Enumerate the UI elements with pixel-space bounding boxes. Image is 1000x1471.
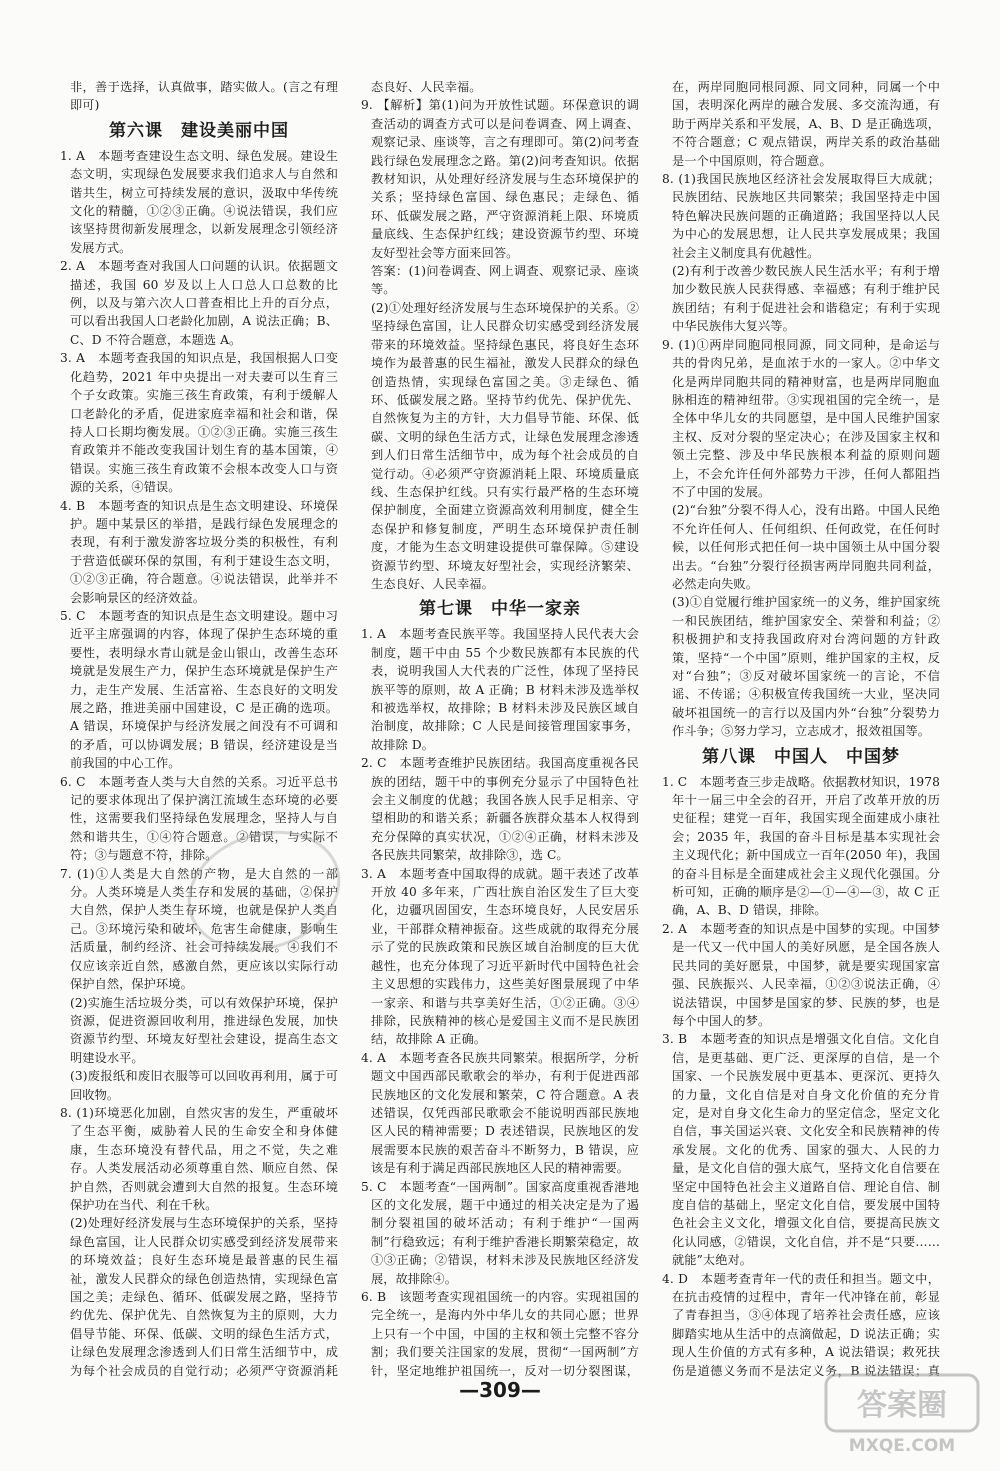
answer-item: 1. A 本题考查建设生态文明、绿色发展。建设生态文明，实现绿色发展要求我们追求人与自然和谐共生，树立可持续发展的意识，汲取中华传统文化的精髓，①②③正确。④说法错误，我们应该坚持贯彻新发展理念，以新发展理念引领经济发展方式。	[60, 148, 338, 255]
answer-paragraph: (2)①处理好经济发展与生态环境保护的关系。②坚持绿色富国，让人民群众切实感受到经济发展带来的环境效益。坚持绿色惠民，将良好生态环境作为最普惠的民生福祉，激发人民群众的绿色创造热情，实现绿色富国之美。③走绿色、循环、低碳发展之路。坚持节约优先、保护优先、自然恢复为主的方针，大力倡导节能、环保、低碳、文明的绿色生活方式，让绿色发展理念渗透到人们日常生活细节中，成为每个社会成员的自觉行动。④必须严守资源消耗上限、环境质量底线、生态保护红线。只有实行最严格的生态环境保护制度，全面建立资源高效利用制度，健全生态保护和修复制度，严明生态环境保护责任制度，才能为生态文明建设提供可靠保障。⑤建设资源节约型、环境友好型社会，实现经济繁荣、生态良好、人民幸福。	[371, 300, 639, 591]
answer-item: 3. A 本题考查我国的知识点是，我国根据人口变化趋势，2021 年中央提出一对夫妻可以生育三个子女政策。实施三孩生育政策，有利于缓解人口老龄化的矛盾，促进家庭幸福和社会和谐，保持人口长期均衡发展。①②③正确。实施三孩生育政策并不能改变我国计划生育的基本国策，④错误。实施三孩生育政策不会根本改变人口与资源的关系，④错误。	[60, 351, 338, 495]
answer-page	[60, 78, 940, 1398]
answer-paragraph: (3)①自觉履行维护国家统一的义务，维护国家统一和民族团结，维护国家安全、荣誉和利益；②积极拥护和支持我国政府对台湾问题的方针政策，坚持“一个中国”原则，维护国家的主权，反对“台独”；③反对破坏国家统一的言论，不信谣、不传谣；④积极宣传我国统一大业，坚决同破坏祖国统一的言行以及国内外“台独”分裂势力作斗争；⑤努力学习，立志成才，报效祖国等。	[672, 595, 940, 739]
answer-item: 4. A 本题考查各民族共同繁荣。根据所学，分析题文中国西部民歌歌会的举办，有利于促进西部民族地区的文化发展和繁荣，C 符合题意。A 表述错误，仅凭西部民歌歌会不能说明西部民族地区人民的精神需要；D 表述错误，民族地区的发展需要本民族的艰苦奋斗不断努力，B 错误，应该是有利于满足西部民族地区人民的精神需要。	[361, 1050, 639, 1176]
answer-paragraph: (2)实施生活垃圾分类，可以有效保护环境，保护资源，促进资源回收利用，推进绿色发展，加快资源节约型、环境友好型社会建设，提高生态文明建设水平。	[70, 995, 338, 1065]
answer-item: 4. B 本题考查的知识点是生态文明建设、环境保护。题中某景区的举措，是践行绿色发展理念的表现，有利于激发游客垃圾分类的积极性，有利于营造低碳环保的氛围，有利于建设生态文明，①②③正确，符合题意。④说法错误，此举并不会影响景区的经济效益。	[60, 498, 338, 605]
page-number: —309—	[459, 1378, 541, 1402]
answer-item: 2. C 本题考查维护民族团结。我国高度重视各民族的团结，题干中的事例充分显示了中国特色社会主义制度的优越；我国各族人民手足相亲、守望相助的和谐关系；新疆各族群众基本人权得到充分保障的真实状况，①②④正确，材料未涉及各民族共同繁荣，故排除③，选 C。	[361, 756, 639, 863]
watermark-sub: MXQE.COM	[848, 1436, 956, 1456]
answer-item: 5. C 本题考查“一国两制”。国家高度重视香港地区的文化发展，题干中通过的相关决定是为了遏制分裂祖国的破坏活动；有利于维护“一国两制”行稳致远；有利于维护香港长期繁荣稳定，故①③正确；②错误，材料未涉及民族地区经济发展，故排除④。	[361, 1179, 639, 1286]
column-middle	[361, 78, 639, 1378]
answer-paragraph: 态良好、人民幸福。	[371, 80, 482, 94]
answer-item: 8. (1)我国民族地区经济社会发展取得巨大成就；民族团结、民族地区共同繁荣；我国坚持走中国特色解决民族问题的正确道路；我国坚持以人民为中心的发展思想，让人民共享发展成果；我国社会主义制度具有优越性。	[662, 172, 940, 260]
answer-item: 1. C 本题考查三步走战略。依据教材知识，1978 年十一届三中全会的召开，开启了改革开放的历史征程；建党一百年，我国实现全面建成小康社会；2035 年，我国的奋斗目标是基本实现社会主义现代化；新中国成立一百年(2050 年)，我国的奋斗目标是全面建成社会主义现代化强国。分析可知，正确的顺序是②—①—④—③，故 C 正确，A、B、D 错误，排除。	[662, 774, 940, 918]
answer-paragraph: 在，两岸同胞同根同源、同文同种，同属一个中国，表明深化两岸的融合发展、多交流沟通，有助于两岸关系和平发展，A、B、D 是正确选项，不符合题意；C 观点错误，两岸关系的政治基础是一个中国原则，符合题意。	[672, 80, 940, 168]
answer-item: 9. (1)①两岸同胞同根同源，同文同种，是命运与共的骨肉兄弟，是血浓于水的一家人。②中华文化是两岸同胞共同的精神财富，也是两岸同胞血脉相连的精神纽带。③实现祖国的完全统一，是全体中华儿女的共同愿望，是中国人民维护国家主权、反对分裂的坚定决心；在涉及国家主权和领土完整、涉及中华民族根本利益的原则问题上，不会允许任何外部势力干涉，任何人都阻挡不了中国的发展。	[662, 337, 940, 499]
answer-item: 6. B 该题考查实现祖国统一的内容。实现祖国的完全统一，是海内外中华儿女的共同心愿；世界上只有一个中国，中国的主权和领土完整不容分割；我们要关注国家的发展，贯彻“一国两制”方针，坚定地维护祖国统一，反对一切分裂图谋，	[361, 1290, 639, 1378]
column-left	[60, 78, 338, 1378]
answer-item: 9. 【解析】第(1)问为开放性试题。环保意识的调查活动的调查方式可以是问卷调查、网上调查、观察记录、座谈等，言之有理即可。第(2)问考查践行绿色发展理念之路。第(2)问考查知识。依据教材知识，从处理好经济发展与生态环境保护的关系；坚持绿色富国、绿色惠民；走绿色、循环、低碳发展之路，严守资源消耗上限、环境质量底线、生态保护红线；建设资源节约型、环境友好型社会等方面来回答。	[361, 98, 639, 260]
answer-item: 5. C 本题考查的知识点是生态文明建设。题中习近平主席强调的内容，体现了保护生态环境的重要性，表明绿水青山就是金山银山，改善生态环境就是发展生产力，保护生态环境就是保护生产力，走生产发展、生活富裕、生态良好的文明发展之路，推进美丽中国建设，C 是正确的选项。A 错误，环境保护与经济发展之间没有不可调和的矛盾，可以协调发展；B 错误，经济建设是当前我国的中心工作。	[60, 608, 338, 771]
answer-paragraph: 非，善于选择，认真做事，踏实做人。(言之有理即可)	[70, 80, 338, 113]
answer-item: 2. A 本题考查的知识点是中国梦的实现。中国梦是一代又一代中国人的美好夙愿，是全国各族人民共同的美好愿景，中国梦，就是要实现国家富强、民族振兴、人民幸福，①②③说法正确，④说法错误，中国梦是国家的梦、民族的梦，也是每个中国人的梦。	[662, 921, 940, 1028]
answer-item: 3. A 本题考查中国取得的成就。题干表述了改革开放 40 多年来，广西壮族自治区发生了巨大变化，边疆巩固国安，生态环境良好，人民安居乐业，干部群众精神振奋。这些成就的取得充分展示了党的民族政策和民族区域自治制度的巨大优越性，也充分体现了习近平新时代中国特色社会主义思想的实践伟力，这些美好图景展现了中华一家亲、和谐与共享美好生活，①②正确。③④排除，民族精神的核心是爱国主义而不是民族团结，故排除 A 正确。	[361, 866, 639, 1047]
column-right	[662, 78, 940, 1378]
answer-item: 1. A 本题考查民族平等。我国坚持人民代表大会制度，题干中由 55 个少数民族都有本民族的代表，说明我国人大代表的广泛性，体现了坚持民族平等的原则，故 A 正确；B 材料未涉及选举权和被选举权，故排除；B 材料未涉及民族区域自治制度，故排除；C 人民是间接管理国家事务，故排除 D。	[361, 627, 639, 752]
answer-item: 8. (1)环境恶化加剧，自然灾害的发生，严重破坏了生态平衡，威胁着人民的生命安全和身体健康，生态环境没有替代品，用之不觉，失之难存。人类发展活动必须尊重自然、顺应自然、保护自然，否则就会遭到大自然的报复。生态环境保护功在当代、利在千秋。	[60, 1105, 338, 1212]
answer-item: 6. C 本题考查人类与大自然的关系。习近平总书记的要求体现出了保护漓江流域生态环境的必要性，这需要我们坚持绿色发展理念，坚持人与自然和谐共生，①④符合题意。②错误，与实际不符；③与题意不符，排除。	[60, 774, 338, 863]
section-heading: 第八课 中国人 中国梦	[702, 746, 900, 767]
answer-paragraph: (2)有利于改善少数民族人民生活水平；有利于增加少数民族人民获得感、幸福感；有利于维护民族团结；有利于促进社会和谐稳定；有利于实现中华民族伟大复兴等。	[672, 264, 940, 334]
answer-item: 3. B 本题考查的知识点是增强文化自信。文化自信，是更基础、更广泛、更深厚的自信，是一个国家、一个民族发展中更基本、更深沉、更持久的力量，文化自信是对自身文化价值的充分肯定，是对自身文化生命力的坚定信念，坚定文化自信，事关国运兴衰、文化安全和民族精神的传承发展。文化的优秀、国家的强大、人民的力量，是文化自信的强大底气，坚持文化自信要在坚定中国特色社会主义道路自信、理论自信、制度自信的基础上，坚定文化自信，要发展中国特色社会主义文化，增强文化自信，要提高民族文化认同感，②错误，文化自信，并不是“只要……就能”太绝对。	[662, 1032, 940, 1268]
answer-paragraph: (3)废报纸和废旧衣服等可以回收再利用，属于可回收物。	[70, 1069, 338, 1102]
section-heading: 第七课 中华一家亲	[419, 599, 581, 620]
answer-item: 7. (1)①人类是大自然的产物，是大自然的一部分。人类环境是人类生存和发展的基础，②保护大自然，保护人类生存环境，也就是保护人类自己。③环境污染和破坏，危害生命健康，影响生活质量，制约经济、社会可持续发展。④我们不仅应该亲近自然，感激自然，更应该以实际行动保护自然，保护环境。	[60, 866, 338, 992]
watermark-logo	[822, 1371, 982, 1457]
watermark-main: 答案圈	[857, 1388, 947, 1423]
answer-item: 4. D 本题考查青年一代的责任和担当。题文中，在抗击疫情的过程中，青年一代冲锋在前，彰显了青春担当，③④体现了培养社会责任感，应该脚踏实地从生活中的点滴做起，D 说法正确；实现人生价值的方式有多种，A 说法错误；救死扶伤是道德义务而不是法定义务，B 说法错误；真	[662, 1271, 940, 1378]
answer-paragraph: (2)处理好经济发展与生态环境保护的关系，坚持绿色富国，让人民群众切实感受到经济发展带来的环境效益；良好生态环境是最普惠的民生福祉，激发人民群众的绿色创造热情，实现绿色富国之美；走绿色、循环、低碳发展之路，坚持节约优先、保护优先、自然恢复为主的原则，大力倡导节能、环保、低碳、文明的绿色生活方式，让绿色发展理念渗透到人们日常生活细节中，成为每个社会成员的自觉行动；必须严守资源消耗	[70, 1216, 338, 1378]
section-heading: 第六课 建设美丽中国	[109, 120, 289, 141]
answer-item: 2. A 本题考查对我国人口问题的认识。依据题文描述，我国 60 岁及以上人口总人口总数的比例，以及与第六次人口普查相比上升的百分点，可以看出我国人口老龄化加剧，A 说法正确；B、C、D 不符合题意，本题选 A。	[60, 259, 338, 347]
answer-paragraph: (2)“台独”分裂不得人心，没有出路。中国人民绝不允许任何人、任何组织、任何政党，在任何时候，以任何形式把任何一块中国领土从中国分裂出去。“台独”分裂行径损害两岸同胞共同利益，必然走向失败。	[672, 503, 940, 591]
answer-paragraph: 答案：(1)问卷调查、网上调查、观察记录、座谈等。	[371, 264, 639, 297]
